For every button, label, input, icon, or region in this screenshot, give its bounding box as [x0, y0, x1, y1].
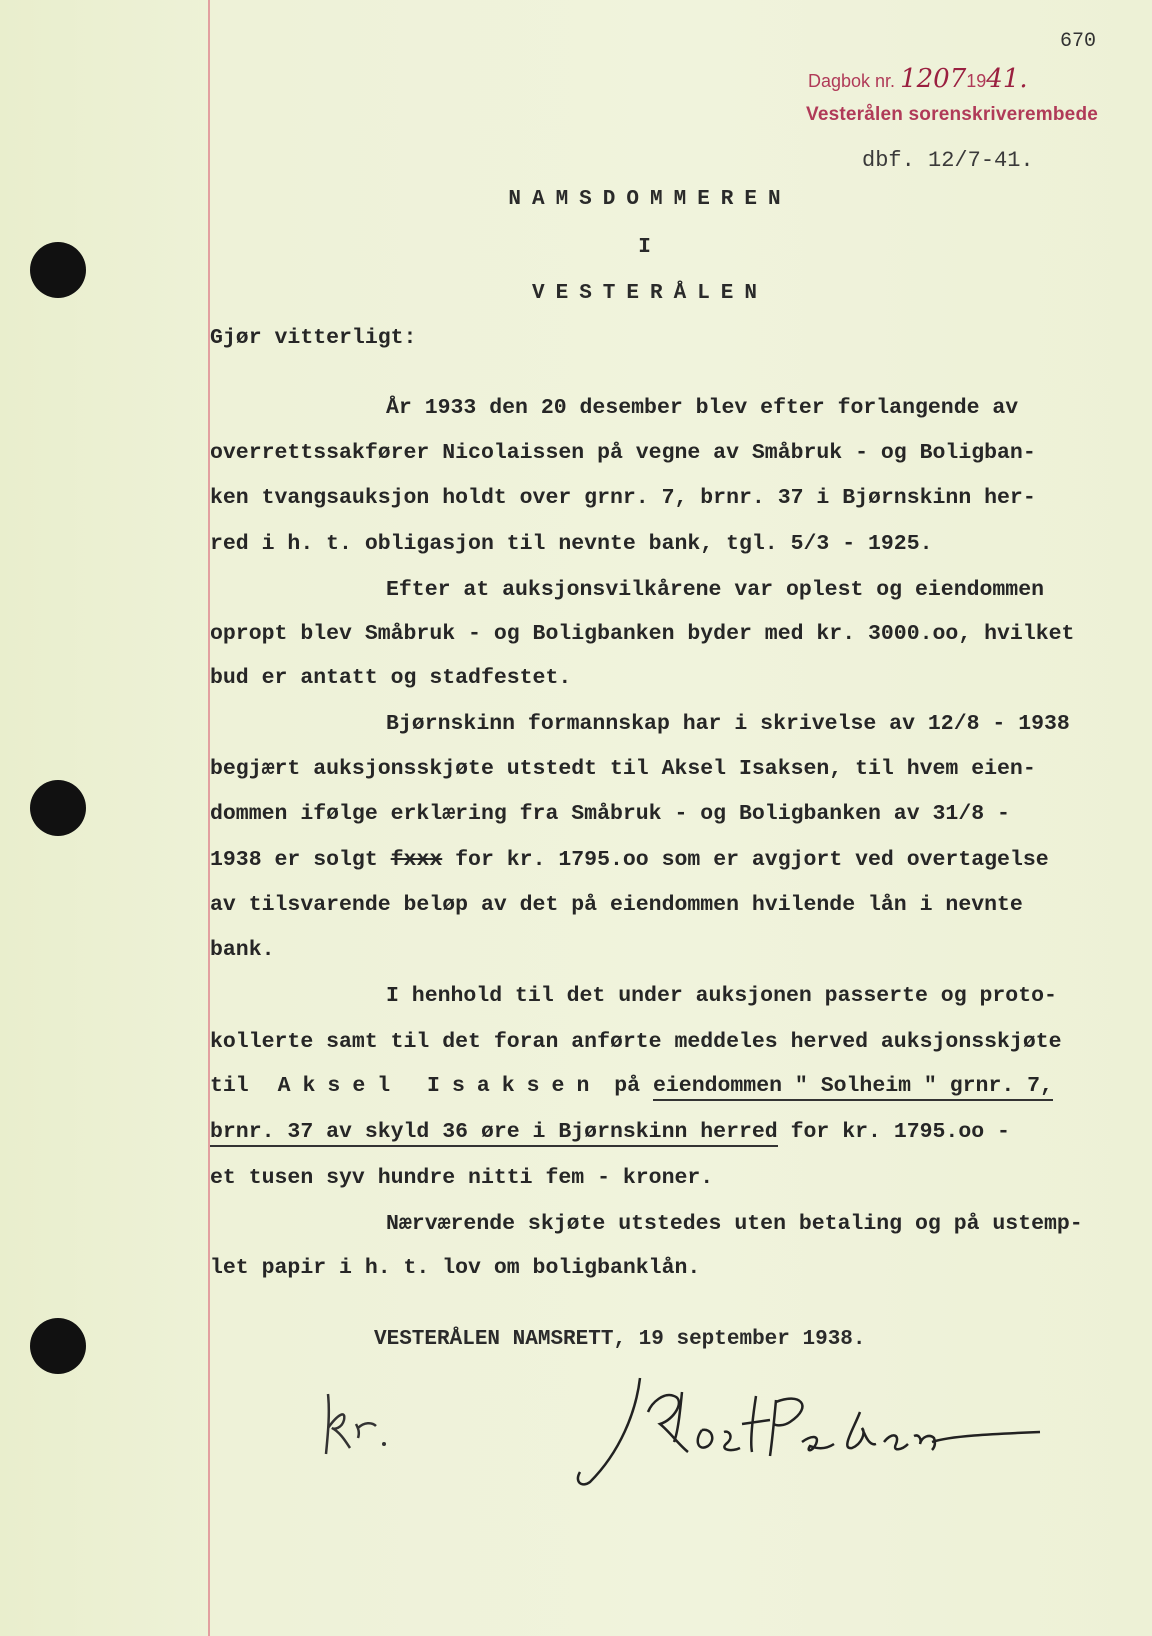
- buyer-name: Aksel Isaksen: [277, 1074, 602, 1098]
- stamp-year: 41.: [986, 64, 1028, 94]
- text-line: ken tvangsauksjon holdt over grnr. 7, brnr. 37 i Bjørnskinn her-: [210, 486, 1036, 510]
- text-line: Nærværende skjøte utstedes uten betaling og på ustemp-: [386, 1212, 1083, 1236]
- text-segment: på: [614, 1074, 641, 1098]
- text-line: Efter at auksjonsvilkårene var oplest og eiendommen: [386, 578, 1045, 602]
- property-description: brnr. 37 av skyld 36 øre i Bjørnskinn herred: [210, 1120, 778, 1147]
- property-description: eiendommen " Solheim " grnr. 7,: [653, 1074, 1053, 1101]
- text-line: År 1933 den 20 desember blev efter forlangende av: [386, 396, 1019, 420]
- text-line: bank.: [210, 938, 275, 962]
- punch-hole-top: [30, 242, 86, 298]
- text-line: et tusen syv hundre nitti fem - kroner.: [210, 1166, 714, 1190]
- text-line: [210, 848, 1049, 872]
- text-line: [210, 1074, 1053, 1098]
- stamp-prefix: Dagbok nr.: [808, 71, 896, 91]
- text-line: opropt blev Småbruk - og Boligbanken byder med kr. 3000.oo, hvilket: [210, 622, 1075, 646]
- opening-phrase: Gjør vitterligt:: [210, 326, 417, 350]
- heading-line-2: I: [638, 236, 662, 259]
- text-line: let papir i h. t. lov om boligbanklån.: [210, 1256, 701, 1280]
- place-date-line: [374, 1328, 866, 1351]
- text-segment: til: [210, 1074, 249, 1098]
- text-line: Bjørnskinn formannskap har i skrivelse av 12/8 - 1938: [386, 712, 1070, 736]
- initials-handwritten: [320, 1388, 400, 1458]
- struck-text: fxxx: [390, 848, 443, 872]
- text-line: red i h. t. obligasjon til nevnte bank, tgl. 5/3 - 1925.: [210, 532, 933, 556]
- signature-handwritten: [570, 1372, 1050, 1492]
- text-line: [210, 1120, 1010, 1144]
- text-line: bud er antatt og stadfestet.: [210, 666, 572, 690]
- text-line: kollerte samt til det foran anførte meddeles herved auksjonsskjøte: [210, 1030, 1062, 1054]
- punch-hole-middle: [30, 780, 86, 836]
- text-segment: for kr. 1795.oo -: [790, 1120, 1010, 1144]
- text-line: overrettssakfører Nicolaissen på vegne av Småbruk - og Boligban-: [210, 441, 1036, 465]
- diary-stamp: [808, 64, 1028, 94]
- text-line: begjært auksjonsskjøte utstedt til Aksel Isaksen, til hvem eien-: [210, 757, 1036, 781]
- place: VESTERÅLEN: [374, 1328, 501, 1351]
- office-stamp: Vesterålen sorenskriverembede: [806, 104, 1099, 125]
- court-date: NAMSRETT, 19 september 1938.: [512, 1328, 866, 1351]
- stamp-year-prefix: 19: [966, 71, 987, 91]
- heading-line-1: NAMSDOMMEREN: [508, 188, 792, 211]
- text-segment: for kr. 1795.oo som er avgjort ved overtagelse: [455, 848, 1049, 872]
- text-segment: 1938 er solgt: [210, 848, 378, 872]
- page-number: 670: [1060, 30, 1097, 53]
- punch-hole-bottom: [30, 1318, 86, 1374]
- text-line: I henhold til det under auksjonen passerte og proto-: [386, 984, 1057, 1008]
- stamp-number: 1207: [900, 64, 967, 94]
- text-line: dommen ifølge erklæring fra Småbruk - og Boligbanken av 31/8 -: [210, 802, 1010, 826]
- registration-date: dbf. 12/7-41.: [862, 148, 1034, 173]
- heading-line-3: VESTERÅLEN: [531, 282, 769, 305]
- text-line: av tilsvarende beløp av det på eiendommen hvilende lån i nevnte: [210, 893, 1023, 917]
